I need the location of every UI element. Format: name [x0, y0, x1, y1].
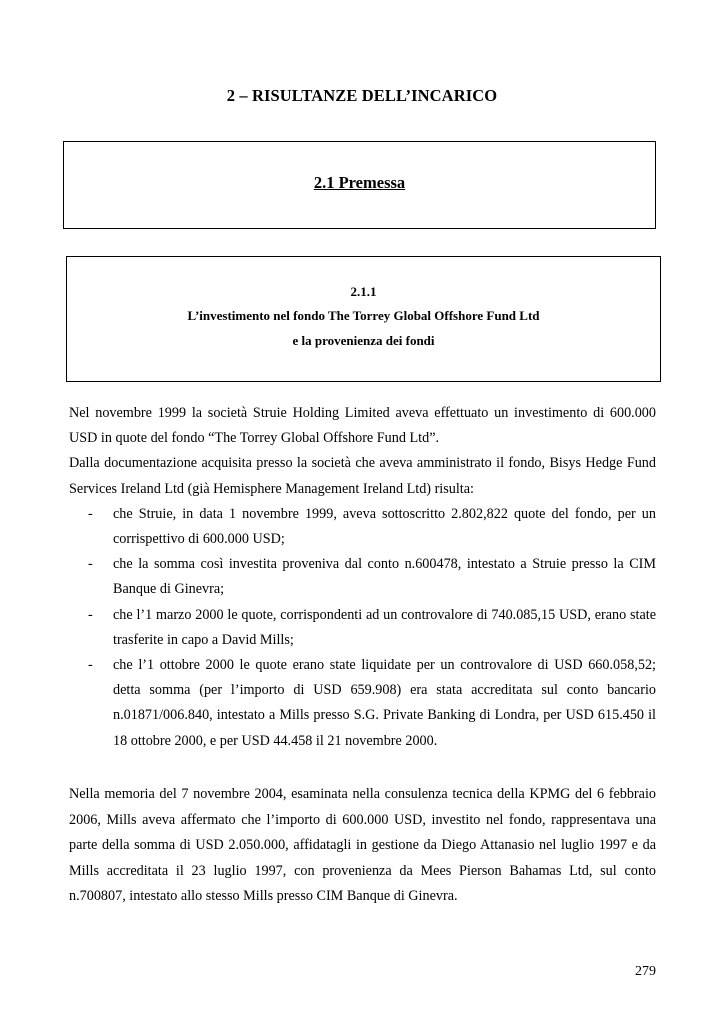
list-item — [69, 552, 656, 602]
subsection-box — [66, 256, 661, 382]
list-dash: - — [88, 657, 93, 674]
intro-paragraph-1: Nel novembre 1999 la società Struie Holding Limited aveva effettuato un investimento di 600.000 USD in quote del fondo “The Torrey Global Offshore Fund Ltd”. — [69, 405, 656, 447]
section-box — [63, 141, 656, 229]
list-item-text: che l’1 marzo 2000 le quote, corrispondenti ad un controvalore di 740.085,15 USD, erano state trasferite in capo a David Mills; — [113, 606, 656, 648]
chapter-heading: 2 – RISULTANZE DELL’INCARICO — [226, 86, 498, 105]
subsection-number: 2.1.1 — [350, 284, 377, 299]
list-dash: - — [88, 556, 93, 573]
body-text — [69, 401, 656, 754]
list-dash: - — [88, 606, 93, 623]
section-title: 2.1 Premessa — [313, 173, 406, 192]
list-item-text: che Struie, in data 1 novembre 1999, aveva sottoscritto 2.802,822 quote del fondo, per un corrispettivo di 600.000 USD; — [113, 505, 656, 548]
subsection-title-line2: e la provenienza dei fondi — [292, 333, 435, 348]
list-item-text: che l’1 ottobre 2000 le quote erano state liquidate per un controvalore di USD 660.058,52; detta somma (per l’importo di USD 659.908) era stata accreditata sul conto bancario n.01871/006.840, intestato a Mills presso S.G. Private Banking di Londra, per USD 615.450 il 18 ottobre 2000, e per USD 44.458 il 21 novembre 2000. — [113, 657, 656, 749]
list-item — [69, 653, 656, 754]
list-item — [69, 603, 656, 653]
page-number: 279 — [635, 964, 656, 979]
subsection-title-line1: L’investimento nel fondo The Torrey Global Offshore Fund Ltd — [187, 308, 540, 323]
intro-paragraph-2: Dalla documentazione acquisita presso la società che aveva amministrato il fondo, Bisys Hedge Fund Services Ireland Ltd (già Hemisphere Management Ireland Ltd) risulta: — [69, 455, 656, 497]
list-item-text: che la somma così investita proveniva dal conto n.600478, intestato a Struie presso la CIM Banque di Ginevra; — [113, 556, 656, 598]
findings-list — [69, 502, 656, 754]
closing-paragraph: Nella memoria del 7 novembre 2004, esaminata nella consulenza tecnica della KPMG del 6 febbraio 2006, Mills aveva affermato che l’importo di 600.000 USD, investito nel fondo, rappresentava una parte della somma di USD 2.050.000, affidatagli in gestione da Diego Attanasio nel luglio 1997 e da Mills accreditata il 23 luglio 1997, con provenienza da Mees Pierson Bahamas Ltd, sul conto n.700807, intestato allo stesso Mills presso CIM Banque di Ginevra. — [69, 786, 656, 905]
list-item — [69, 502, 656, 552]
list-dash: - — [88, 505, 93, 522]
